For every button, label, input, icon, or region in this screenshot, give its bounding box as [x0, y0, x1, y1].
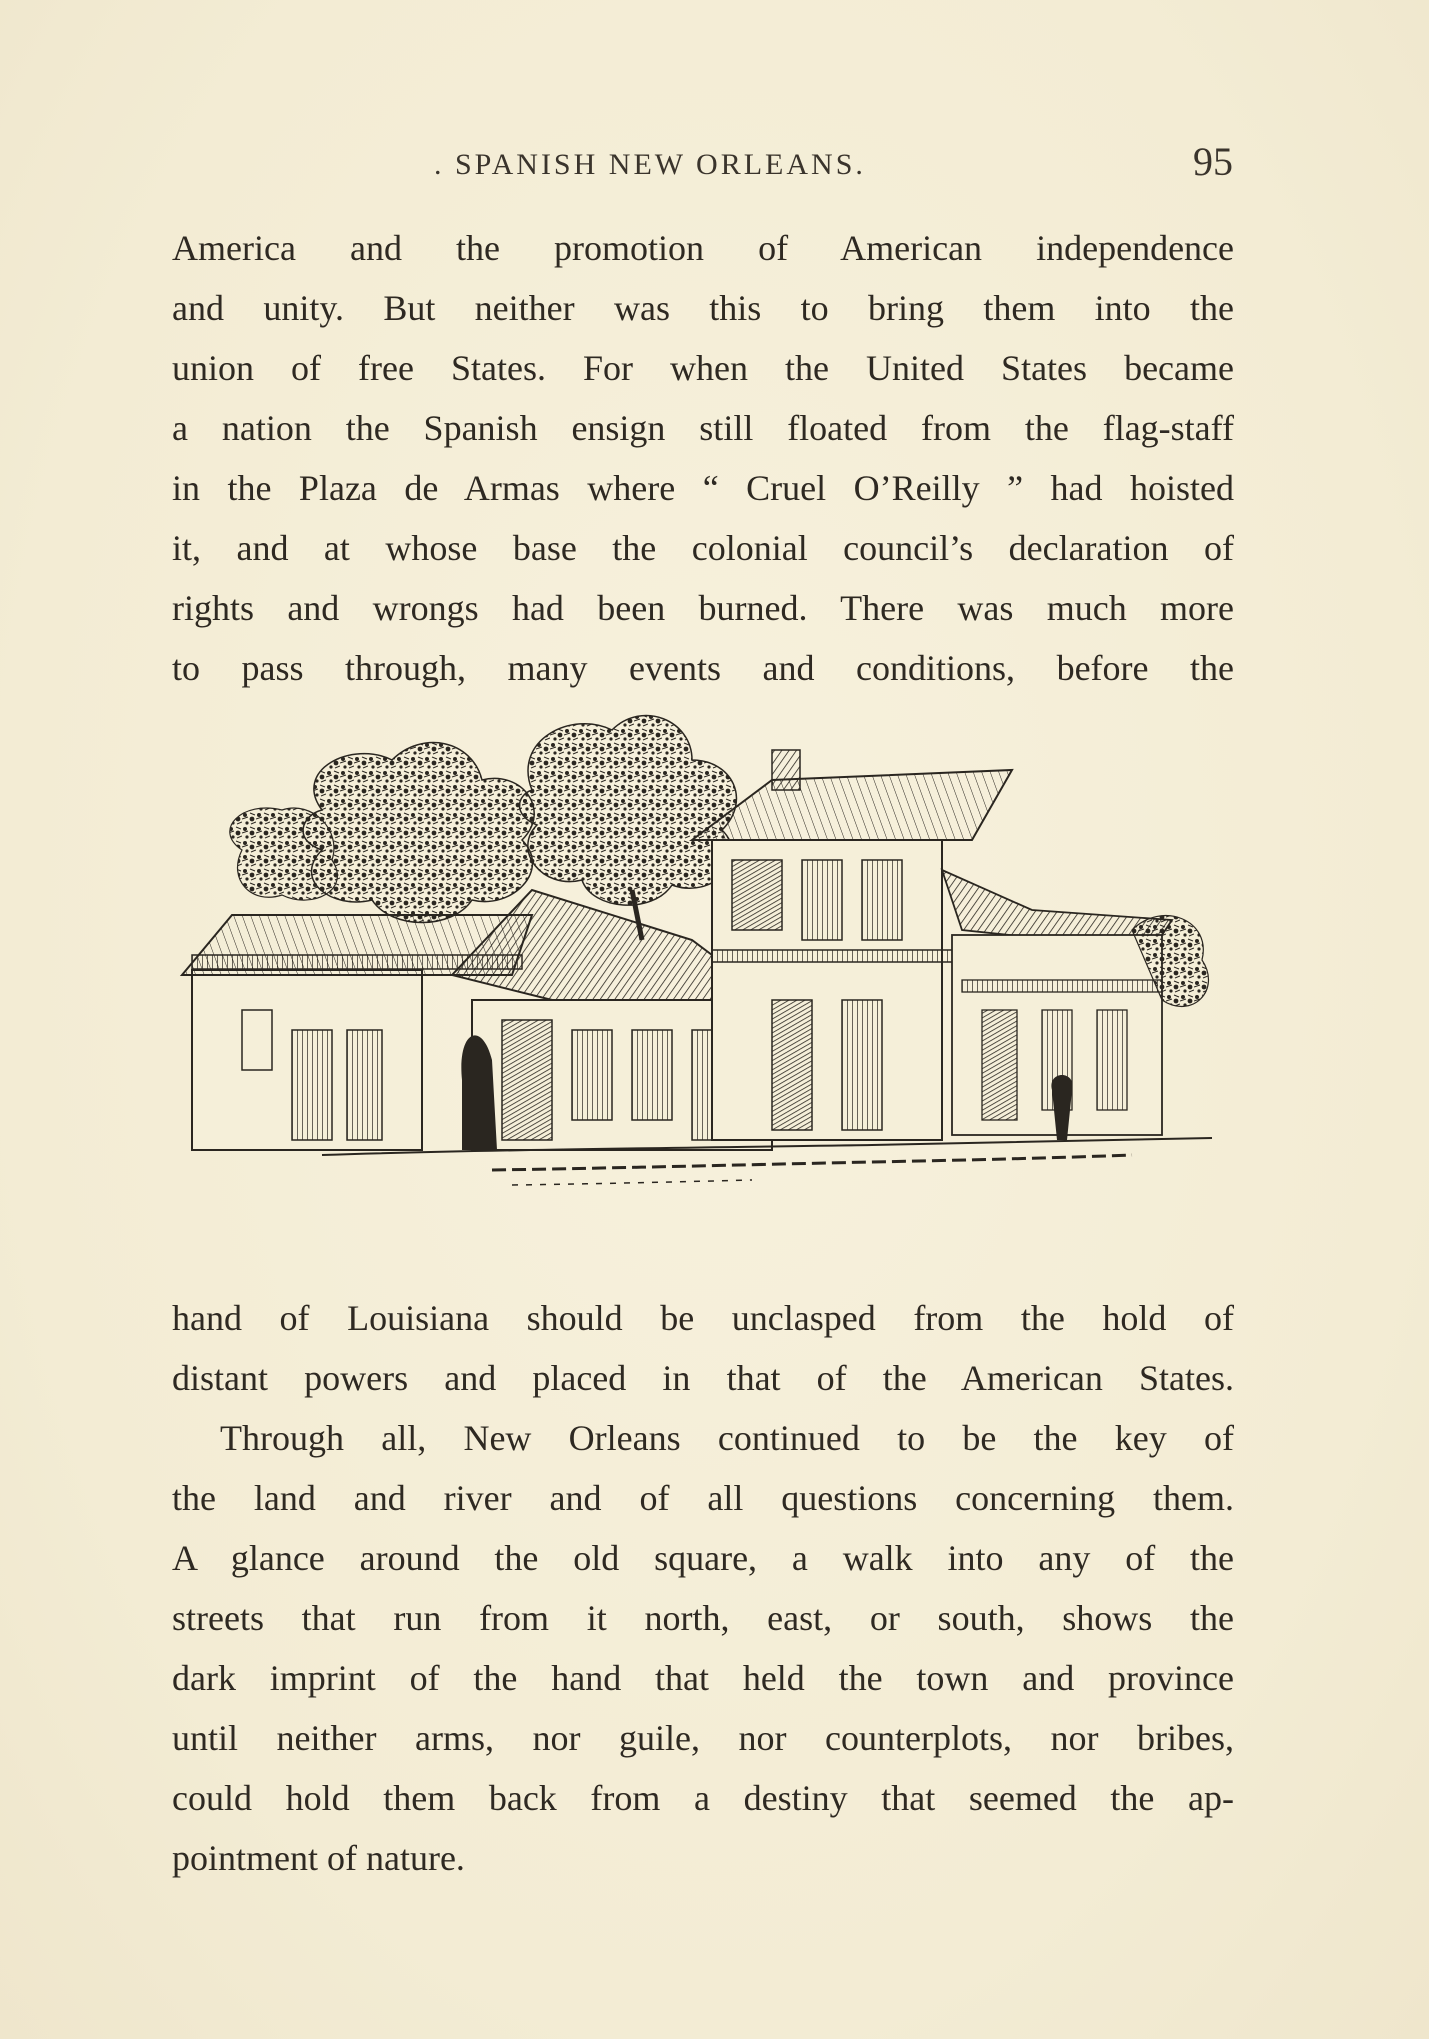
text-line: to pass through, many events and conditions, before the — [172, 648, 1234, 688]
text-line: dark imprint of the hand that held the town and province — [172, 1658, 1234, 1698]
running-title: . SPANISH NEW ORLEANS. — [434, 148, 866, 181]
street-scene-illustration — [172, 700, 1234, 1260]
text-line: could hold them back from a destiny that seemed the ap- — [172, 1778, 1234, 1818]
tree-left — [230, 743, 534, 923]
bottom-paragraph — [172, 1288, 1234, 1888]
top-paragraph — [172, 218, 1234, 698]
text-line: Through all, New Orleans continued to be the key of — [220, 1418, 1234, 1458]
text-line: pointment of nature. — [172, 1838, 465, 1878]
text-line: the land and river and of all questions concerning them. — [172, 1478, 1234, 1518]
text-line: hand of Louisiana should be unclasped from the hold of — [172, 1298, 1234, 1338]
text-line: in the Plaza de Armas where “ Cruel O’Reilly ” had hoisted — [172, 468, 1234, 508]
building-far-right — [942, 870, 1208, 1140]
text-line: distant powers and placed in that of the American States. — [172, 1358, 1234, 1398]
text-line: union of free States. For when the United States became — [172, 348, 1234, 388]
text-line: rights and wrongs had been burned. There was much more — [172, 588, 1234, 628]
text-line: a nation the Spanish ensign still floated from the flag-staff — [172, 408, 1234, 448]
text-line: A glance around the old square, a walk into any of the — [172, 1538, 1234, 1578]
text-line: until neither arms, nor guile, nor counterplots, nor bribes, — [172, 1718, 1234, 1758]
page-number: 95 — [1193, 139, 1233, 184]
text-line: streets that run from it north, east, or south, shows the — [172, 1598, 1234, 1638]
running-head — [170, 138, 1233, 194]
engraving-svg — [172, 700, 1234, 1260]
text-line: America and the promotion of American independence — [172, 228, 1234, 268]
text-line: and unity. But neither was this to bring them into the — [172, 288, 1234, 328]
text-line: it, and at whose base the colonial council’s declaration of — [172, 528, 1234, 568]
